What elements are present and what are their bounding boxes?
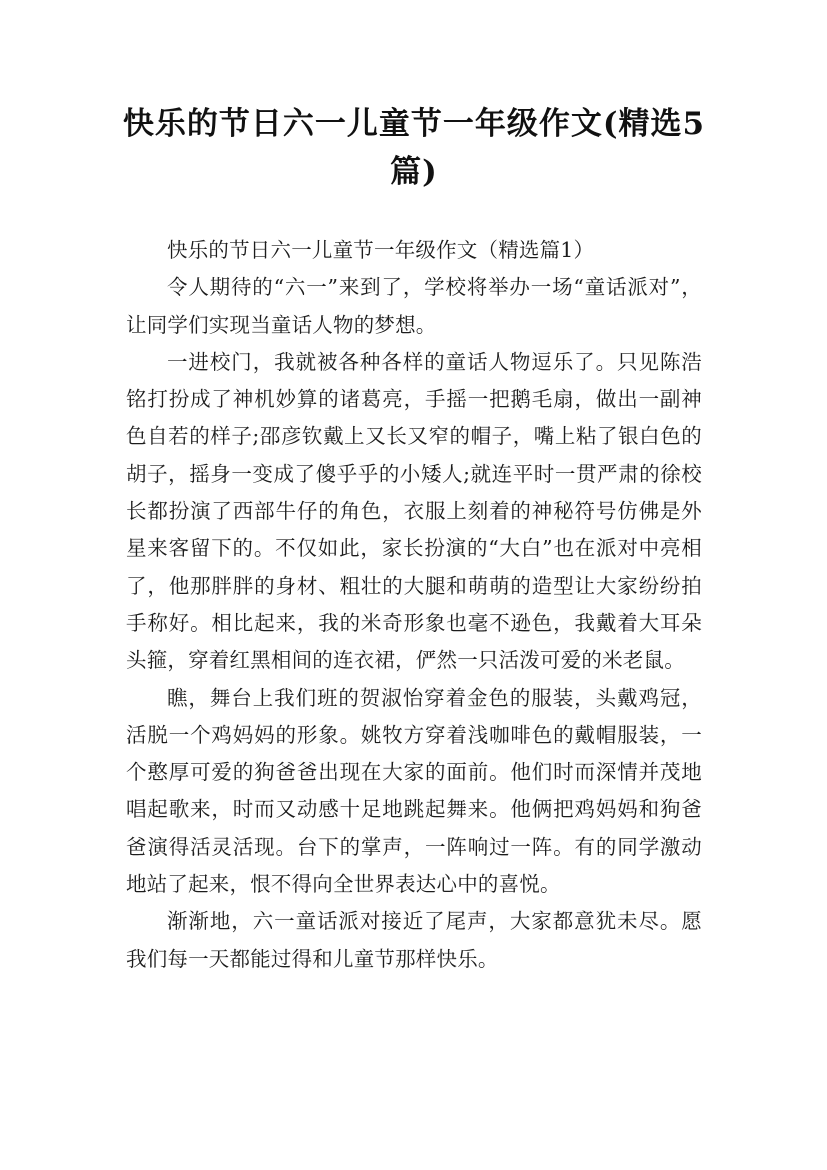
paragraph-3: 瞧，舞台上我们班的贺淑怡穿着金色的服装，头戴鸡冠，活脱一个鸡妈妈的形象。姚牧方穿着浅咖啡色的戴帽服装，一个憨厚可爱的狗爸爸出现在大家的面前。他们时而深情并茂地唱起歌来，时而又动感十足地跳起舞来。他俩把鸡妈妈和狗爸爸演得活灵活现。台下的掌声，一阵响过一阵。有的同学激动地站了起来，恨不得向全世界表达心中的喜悦。 [126, 685, 702, 897]
paragraph-2: 一进校门，我就被各种各样的童话人物逗乐了。只见陈浩铭打扮成了神机妙算的诸葛亮，手摇一把鹅毛扇，做出一副神色自若的样子;邵彦钦戴上又长又窄的帽子，嘴上粘了银白色的胡子，摇身一变成了傻乎乎的小矮人;就连平时一贯严肃的徐校长都扮演了西部牛仔的角色，衣服上刻着的神秘符号仿佛是外星来客留下的。不仅如此，家长扮演的“大白”也在派对中亮相了，他那胖胖的身材、粗壮的大腿和萌萌的造型让大家纷纷拍手称好。相比起来，我的米奇形象也毫不逊色，我戴着大耳朵头箍，穿着红黑相间的连衣裙，俨然一只活泼可爱的米老鼠。 [126, 349, 702, 673]
section-subtitle: 快乐的节日六一儿童节一年级作文（精选篇1） [167, 238, 595, 262]
document-body [126, 232, 702, 978]
paragraph-1: 令人期待的“六一”来到了，学校将举办一场“童话派对”，让同学们实现当童话人物的梦想。 [126, 275, 702, 337]
document-title: 快乐的节日六一儿童节一年级作文(精选5篇) [122, 106, 706, 190]
paragraph-4: 渐渐地，六一童话派对接近了尾声，大家都意犹未尽。愿我们每一天都能过得和儿童节那样快乐。 [126, 909, 702, 971]
